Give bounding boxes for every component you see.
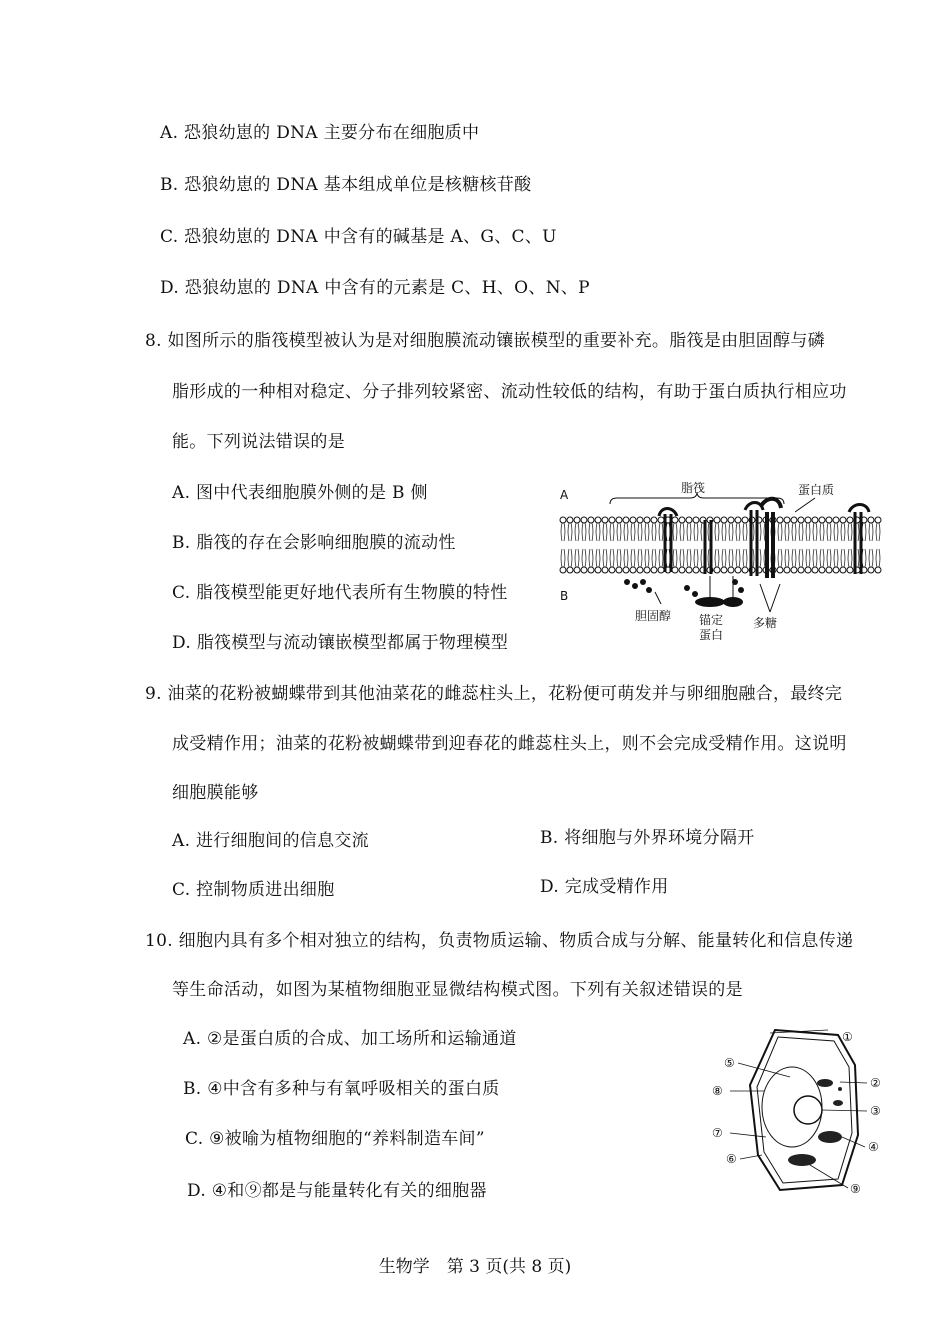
phospholipid-head [840, 517, 846, 523]
protein-label: 蛋白质 [798, 483, 835, 497]
phospholipid-head [721, 567, 727, 573]
phospholipid-head [819, 567, 825, 573]
q7-option-b: B. 恐狼幼崽的 DNA 基本组成单位是核糖核苷酸 [160, 175, 532, 195]
page-footer: 生物学 第 3 页(共 8 页) [378, 1257, 572, 1277]
phospholipid-head [784, 517, 790, 523]
phospholipid-head [686, 567, 692, 573]
phospholipid-head [847, 517, 853, 523]
phospholipid-head [714, 567, 720, 573]
phospholipid-head [574, 567, 580, 573]
q7-option-c: C. 恐狼幼崽的 DNA 中含有的碱基是 A、G、C、U [160, 227, 557, 247]
phospholipid-head [560, 517, 566, 523]
phospholipid-head [567, 517, 573, 523]
phospholipid-head [574, 517, 580, 523]
q9-stem-line-3: 细胞膜能够 [172, 783, 259, 803]
q10-stem-line-1: 10. 细胞内具有多个相对独立的结构，负责物质运输、物质合成与分解、能量转化和信息传递 [145, 931, 854, 951]
cholesterol-beads [624, 579, 744, 597]
q8-stem-line-1: 8. 如图所示的脂筏模型被认为是对细胞膜流动镶嵌模型的重要补充。脂筏是由胆固醇与磷 [145, 331, 825, 351]
phospholipid-head [805, 567, 811, 573]
phospholipid-head [791, 517, 797, 523]
q7-option-d: D. 恐狼幼崽的 DNA 中含有的元素是 C、H、O、N、P [160, 278, 590, 298]
phospholipid-head [658, 517, 664, 523]
q9-stem-line-2: 成受精作用；油菜的花粉被蝴蝶带到迎春花的雌蕊柱头上，则不会完成受精作用。这说明 [172, 734, 847, 754]
phospholipid-head [735, 567, 741, 573]
label-8: ⑧ [712, 1084, 723, 1098]
q8-option-d: D. 脂筏模型与流动镶嵌模型都属于物理模型 [172, 633, 509, 653]
phospholipid-head [812, 517, 818, 523]
phospholipid-head [868, 517, 874, 523]
raft-label: 脂筏 [681, 481, 706, 495]
phospholipid-head [721, 517, 727, 523]
phospholipid-head [602, 517, 608, 523]
phospholipid-head [714, 517, 720, 523]
phospholipid-head [728, 517, 734, 523]
label-3: ③ [870, 1104, 881, 1118]
anchor-protein-shape-2 [723, 597, 743, 607]
phospholipid-head [588, 517, 594, 523]
q9-option-c: C. 控制物质进出细胞 [172, 880, 335, 900]
phospholipid-head [644, 517, 650, 523]
phospholipid-head [742, 517, 748, 523]
q8-option-c: C. 脂筏模型能更好地代表所有生物膜的特性 [172, 583, 508, 603]
label-5: ⑤ [724, 1056, 735, 1070]
phospholipid-heads-top [560, 517, 881, 541]
q9-stem-line-1: 9. 油菜的花粉被蝴蝶带到其他油菜花的雌蕊柱头上，花粉便可萌发并与卵细胞融合，最终完 [145, 684, 843, 704]
phospholipid-head [581, 517, 587, 523]
phospholipid-head [560, 567, 566, 573]
phospholipid-head [623, 567, 629, 573]
plant-cell-figure [710, 1025, 890, 1200]
q10-option-a: A. ②是蛋白质的合成、加工场所和运输通道 [183, 1029, 517, 1049]
phospholipid-head [658, 567, 664, 573]
phospholipid-head [868, 567, 874, 573]
q8-option-b: B. 脂筏的存在会影响细胞膜的流动性 [172, 533, 456, 553]
phospholipid-head [651, 517, 657, 523]
phospholipid-head [742, 567, 748, 573]
phospholipid-head [728, 567, 734, 573]
phospholipid-head [672, 517, 678, 523]
phospholipid-head [826, 517, 832, 523]
chloroplast-2 [788, 1154, 816, 1166]
label-9: ⑨ [850, 1182, 861, 1196]
phospholipid-heads-bottom [560, 549, 881, 573]
phospholipid-head [847, 567, 853, 573]
q10-option-b: B. ④中含有多种与有氧呼吸相关的蛋白质 [183, 1079, 500, 1099]
anchor-protein-shape [695, 597, 725, 607]
phospholipid-head [644, 567, 650, 573]
anchor-protein-label-2: 蛋白 [699, 628, 724, 642]
phospholipid-head [581, 567, 587, 573]
chloroplast [818, 1131, 842, 1143]
phospholipid-head [609, 567, 615, 573]
mitochondrion [817, 1079, 833, 1087]
phospholipid-head [798, 567, 804, 573]
phospholipid-head [679, 567, 685, 573]
phospholipid-head [602, 567, 608, 573]
phospholipid-head [630, 567, 636, 573]
phospholipid-head [686, 517, 692, 523]
phospholipid-head [875, 517, 881, 523]
label-2: ② [870, 1076, 881, 1090]
phospholipid-head [630, 517, 636, 523]
phospholipid-head [735, 517, 741, 523]
lipid-raft-figure [555, 472, 890, 652]
phospholipid-head [567, 567, 573, 573]
q9-option-a: A. 进行细胞间的信息交流 [172, 831, 369, 851]
nucleus [794, 1096, 822, 1124]
q9-option-d: D. 完成受精作用 [540, 877, 669, 897]
q8-stem-line-2: 脂形成的一种相对稳定、分子排列较紧密、流动性较低的结构，有助于蛋白质执行相应功 [172, 382, 847, 402]
q10-option-d: D. ④和⑨都是与能量转化有关的细胞器 [187, 1181, 487, 1201]
phospholipid-head [651, 567, 657, 573]
phospholipid-head [777, 517, 783, 523]
label-7: ⑦ [712, 1126, 723, 1140]
phospholipid-head [595, 517, 601, 523]
label-4: ④ [868, 1140, 879, 1154]
q10-option-c: C. ⑨被喻为植物细胞的“养料制造车间” [185, 1129, 485, 1149]
phospholipid-head [616, 567, 622, 573]
phospholipid-head [805, 517, 811, 523]
cholesterol-label: 胆固醇 [635, 609, 672, 623]
polysaccharide-label: 多糖 [753, 616, 778, 630]
phospholipid-head [637, 517, 643, 523]
phospholipid-head [672, 567, 678, 573]
phospholipid-head [595, 567, 601, 573]
anchor-protein-label-1: 锚定 [699, 613, 724, 627]
side-b-label: B [560, 589, 569, 603]
phospholipid-head [623, 517, 629, 523]
q8-option-a: A. 图中代表细胞膜外侧的是 B 侧 [172, 483, 428, 503]
phospholipid-head [819, 517, 825, 523]
q8-stem-line-3: 能。下列说法错误的是 [172, 432, 345, 452]
label-1: ① [842, 1030, 853, 1044]
phospholipid-head [693, 517, 699, 523]
q7-option-a: A. 恐狼幼崽的 DNA 主要分布在细胞质中 [160, 123, 480, 143]
phospholipid-head [616, 517, 622, 523]
phospholipid-head [679, 517, 685, 523]
phospholipid-head [812, 567, 818, 573]
phospholipid-head [875, 567, 881, 573]
side-a-label: A [560, 488, 569, 502]
label-6: ⑥ [726, 1152, 737, 1166]
phospholipid-head [609, 517, 615, 523]
phospholipid-head [588, 567, 594, 573]
phospholipid-head [637, 567, 643, 573]
phospholipid-head [798, 517, 804, 523]
phospholipid-head [833, 567, 839, 573]
q10-stem-line-2: 等生命活动，如图为某植物细胞亚显微结构模式图。下列有关叙述错误的是 [172, 980, 743, 1000]
phospholipid-head [777, 567, 783, 573]
q9-option-b: B. 将细胞与外界环境分隔开 [540, 828, 755, 848]
phospholipid-head [693, 567, 699, 573]
phospholipid-head [784, 567, 790, 573]
phospholipid-head [826, 567, 832, 573]
phospholipid-head [791, 567, 797, 573]
phospholipid-head [840, 567, 846, 573]
phospholipid-head [833, 517, 839, 523]
